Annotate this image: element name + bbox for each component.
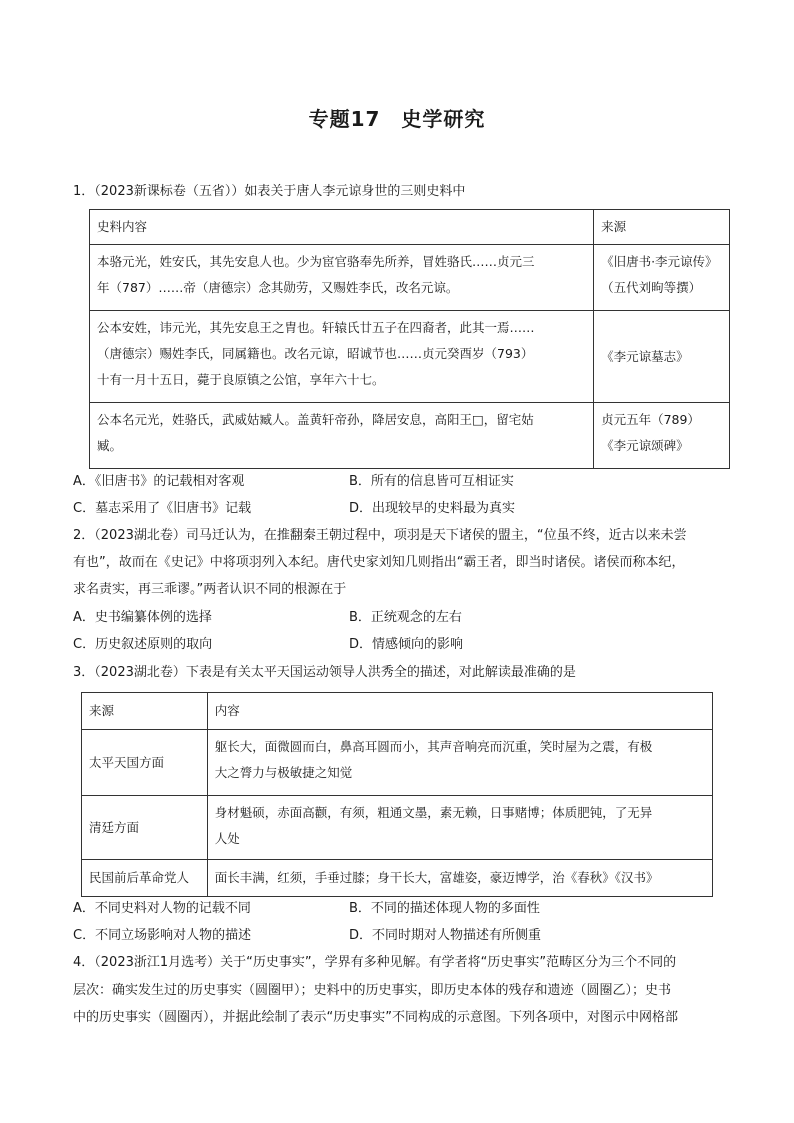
q4-line: 中的历史事实（圆圈丙），并据此绘制了表示“历史事实”不同构成的示意图。下列各项中，对图示中网格部 [73,1010,678,1025]
source-cell: 清廷方面 [82,796,208,860]
option-c[interactable]: C．不同立场影响对人物的描述 [73,928,252,943]
option-b[interactable]: B．所有的信息皆可互相证实 [349,474,514,489]
option-a[interactable]: A．《旧唐书》的记载相对客观 [73,474,245,489]
q2-line: 求名责实，再三乖谬。”两者认识不同的根源在于 [73,582,347,597]
page-title: 专题17 史学研究 [308,107,486,131]
source-cell: 贞元五年（789） 《李元谅颂碑》 [594,403,730,469]
table-row [82,796,713,860]
table-row [90,311,730,403]
option-d[interactable]: D．出现较早的史料最为真实 [349,501,516,516]
table-row [90,245,730,311]
content-cell: 本骆元光，姓安氏，其先安息人也。少为宦官骆奉先所养，冒姓骆氏……贞元三 年（787）……帝（唐德宗）念其勋劳，又赐姓李氏，改名元谅。 [90,245,594,311]
option-d[interactable]: D．不同时期对人物描述有所侧重 [349,928,542,943]
q1-stem: 1．（2023新课标卷（五省））如表关于唐人李元谅身世的三则史料中 [73,184,466,199]
header-cell: 来源 [82,693,208,730]
option-d[interactable]: D．情感倾向的影响 [349,637,464,652]
q1-table [89,209,730,469]
header-cell: 来源 [594,210,730,245]
option-a[interactable]: A．不同史料对人物的记载不同 [73,901,251,916]
header-cell: 史料内容 [90,210,594,245]
content-cell: 躯长大，面微圆而白，鼻高耳圆而小，其声音响亮而沉重，笑时屋为之震，有极 大之膂力与极敏捷之知觉 [207,730,712,796]
table-header-row [90,210,730,245]
option-a[interactable]: A．史书编纂体例的选择 [73,610,212,625]
source-cell: 民国前后革命党人 [82,860,208,897]
table-header-row [82,693,713,730]
source-cell: 太平天国方面 [82,730,208,796]
content-cell: 面长丰满，红须，手垂过膝；身干长大，富雄姿，豪迈博学，治《春秋》《汉书》 [207,860,712,897]
q4-line: 层次：确实发生过的历史事实（圆圈甲）；史料中的历史事实，即历史本体的残存和遗迹（圆圈乙）；史书 [73,983,672,998]
content-cell: 身材魁硕，赤面高颧，有须，粗通文墨，素无赖，日事赌博；体质肥钝，了无异 人处 [207,796,712,860]
q2-line: 有也”，故而在《史记》中将项羽列入本纪。唐代史家刘知几则指出“霸王者，即当时诸侯。诸侯而称本纪， [73,555,685,570]
q2-line: 2．（2023湖北卷）司马迁认为，在推翻秦王朝过程中，项羽是天下诸侯的盟主，“位虽不终，近古以来未尝 [73,528,687,543]
header-cell: 内容 [207,693,712,730]
q4-line: 4．（2023浙江1月选考）关于“历史事实”，学界有多种见解。有学者将“历史事实”范畴区分为三个不同的 [73,955,677,970]
option-b[interactable]: B．正统观念的左右 [349,610,462,625]
option-b[interactable]: B．不同的描述体现人物的多面性 [349,901,540,916]
table-row [82,730,713,796]
option-c[interactable]: C．历史叙述原则的取向 [73,637,213,652]
source-cell: 《李元谅墓志》 [594,311,730,403]
option-c[interactable]: C．墓志采用了《旧唐书》记载 [73,501,252,516]
source-cell: 《旧唐书·李元谅传》 （五代刘昫等撰） [594,245,730,311]
q3-table [81,692,713,897]
table-row [82,860,713,897]
table-row [90,403,730,469]
content-cell: 公本名元光，姓骆氏，武威姑臧人。盖黄轩帝孙，降居安息，高阳王□，留宅姑 臧。 [90,403,594,469]
content-cell: 公本安姓，讳元光，其先安息王之胄也。轩辕氏廿五子在四裔者，此其一焉…… （唐德宗）赐姓李氏，同属籍也。改名元谅，昭诚节也……贞元癸酉岁（793） 十有一月十五日，薨于良原镇之公馆，享年六十七。 [90,311,594,403]
q3-stem: 3．（2023湖北卷）下表是有关太平天国运动领导人洪秀全的描述，对此解读最准确的是 [73,665,576,680]
